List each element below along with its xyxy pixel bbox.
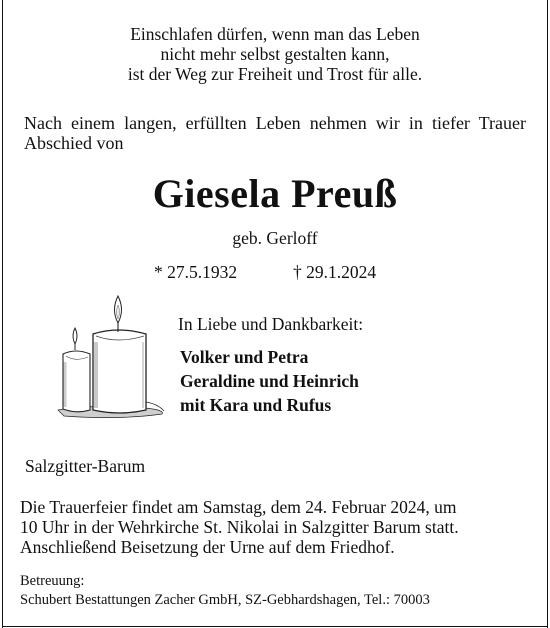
birth-date: * 27.5.1932 bbox=[154, 262, 238, 282]
service-line: Die Trauerfeier findet am Samstag, dem 24. Februar 2024, um bbox=[20, 497, 457, 517]
service-line: 10 Uhr in der Wehrkirche St. Nikolai in Salzgitter Barum statt. bbox=[20, 517, 459, 537]
poem-line: nicht mehr selbst gestalten kann, bbox=[160, 44, 390, 64]
poem bbox=[0, 24, 550, 84]
care-text: Schubert Bestattungen Zacher GmbH, SZ-Gebhardshagen, Tel.: 70003 bbox=[20, 592, 430, 608]
mourner-line: Geraldine und Heinrich bbox=[180, 371, 359, 391]
death-date: † 29.1.2024 bbox=[293, 262, 377, 282]
dedication-text: In Liebe und Dankbarkeit: bbox=[178, 314, 364, 334]
frame-bottom bbox=[2, 626, 548, 627]
frame-right bbox=[547, 0, 548, 628]
deceased-name: Giesela Preuß bbox=[152, 171, 398, 216]
poem-line: Einschlafen dürfen, wenn man das Leben bbox=[130, 24, 420, 44]
intro-text: Nach einem langen, erfüllten Leben nehmen wir in tiefer Trauer Abschied von bbox=[24, 113, 526, 153]
service-line: Anschließend Beisetzung der Urne auf dem Friedhof. bbox=[20, 537, 395, 557]
birth-name: geb. Gerloff bbox=[232, 228, 318, 248]
mourners-list bbox=[180, 345, 359, 417]
candles-illustration-icon bbox=[50, 292, 180, 422]
frame-left bbox=[2, 0, 3, 628]
mourner-line: Volker und Petra bbox=[180, 347, 309, 367]
mourner-line: mit Kara und Rufus bbox=[180, 395, 332, 415]
place-name: Salzgitter-Barum bbox=[25, 456, 146, 476]
service-info bbox=[20, 497, 530, 557]
care-label: Betreuung: bbox=[20, 573, 85, 589]
poem-line: ist der Weg zur Freiheit und Trost für alle. bbox=[127, 64, 423, 84]
